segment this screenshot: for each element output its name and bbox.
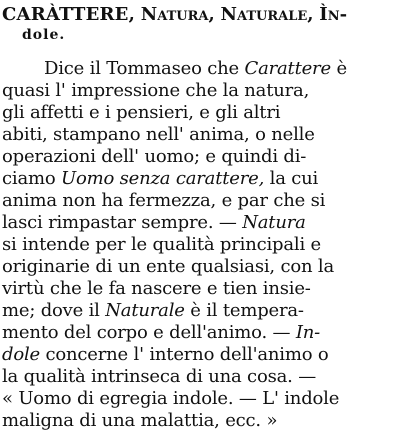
italic-term: Carattere (244, 58, 331, 79)
text-line (2, 278, 311, 300)
text-run: si intende per le qualità principali e (2, 234, 321, 255)
text-run: ciamo (2, 168, 61, 189)
text-line (2, 234, 321, 256)
italic-term: In- (295, 322, 320, 343)
text-run: « Uomo di egregia indole. — L' indole (2, 388, 340, 409)
entry-heading (2, 3, 398, 27)
text-line (2, 212, 306, 234)
text-line (2, 366, 316, 388)
heading-term-natura: Natura, (140, 4, 215, 25)
text-run: gli affetti e i pensieri, e gli altri (2, 102, 281, 123)
text-line (2, 80, 309, 102)
italic-term: dole (2, 344, 40, 365)
heading-term-carattere: CARÀTTERE, (2, 4, 136, 25)
text-run: è (330, 58, 347, 79)
heading-term-naturale: Naturale, (220, 4, 314, 25)
text-run: mento del corpo e dell'animo. — (2, 322, 296, 343)
text-line (2, 410, 277, 432)
heading-term-indole-start: Ìn- (319, 4, 348, 25)
heading-term-indole-end: dole. (22, 27, 66, 43)
italic-term: Natura (242, 212, 306, 233)
text-line (2, 300, 304, 322)
text-line (2, 102, 280, 124)
text-line (44, 58, 347, 80)
text-run: operazioni dell' uomo; e quindi di- (2, 146, 307, 167)
text-run: abiti, stampano nell' anima, o nelle (2, 124, 315, 145)
text-line (2, 256, 334, 278)
text-run: maligna di una malattia, ecc. » (2, 410, 278, 431)
text-run: la cui (264, 168, 319, 189)
text-run: concerne l' interno dell'animo o (39, 344, 329, 365)
text-run: anima non ha fermezza, e par che si (2, 190, 326, 211)
text-run: virtù che le fa nascere e tien insie- (2, 278, 311, 299)
text-line (2, 388, 339, 410)
text-line (2, 344, 329, 366)
text-run: originarie di un ente qualsiasi, con la (2, 256, 334, 277)
italic-term: Naturale (105, 300, 185, 321)
text-run: me; dove il (2, 300, 106, 321)
text-run: è il tempera- (184, 300, 304, 321)
text-run: la qualità intrinseca di una cosa. — (2, 366, 316, 387)
italic-term: Uomo senza carattere, (61, 168, 265, 189)
text-line (2, 146, 306, 168)
text-line (2, 168, 318, 190)
text-line (2, 322, 320, 344)
text-line (2, 190, 325, 212)
text-run: lasci rimpastar sempre. — (2, 212, 243, 233)
text-line (2, 124, 315, 146)
text-run: quasi l' impressione che la natura, (2, 80, 310, 101)
text-run: Dice il Tommaseo che (44, 58, 245, 79)
